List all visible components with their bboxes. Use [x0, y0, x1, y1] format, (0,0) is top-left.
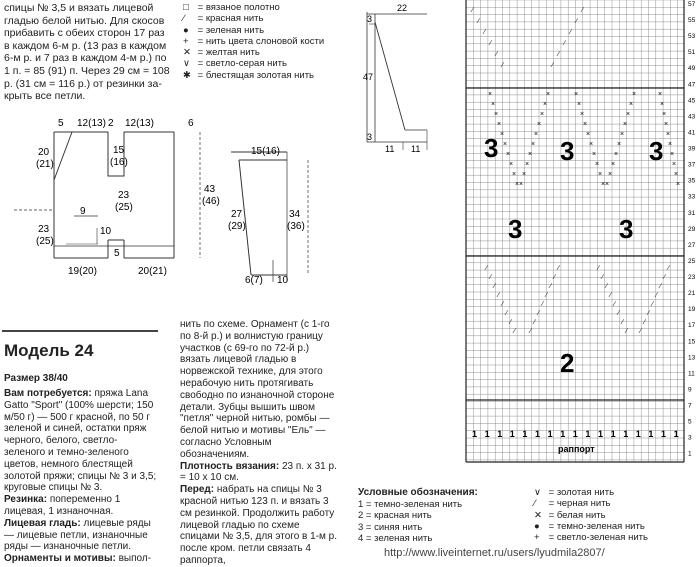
stitch-mark: ∕	[558, 51, 560, 58]
stitch-mark: ×	[674, 171, 679, 178]
symbol-icon: ∕	[534, 498, 536, 510]
stitch-mark: ×	[534, 131, 539, 138]
stitch-mark: ×	[583, 121, 588, 128]
stitch-mark: ∕	[486, 265, 488, 272]
legend-row: ∨ = светло-серая нить	[183, 58, 287, 70]
stitch-mark: ∕	[510, 319, 512, 326]
stitch-mark: ∕	[626, 328, 628, 335]
stitch-mark: ∕	[648, 310, 650, 317]
band-digit: 1	[560, 429, 566, 439]
legend-title: Условные обозначения:	[358, 487, 478, 498]
stitch-mark: ×	[629, 101, 634, 108]
model-size: Размер 38/40	[4, 373, 68, 384]
stitch-mark: ×	[605, 181, 610, 188]
stitch-mark: ∕	[656, 292, 658, 299]
paragraph: Орнаменты и мотивы: выпол-	[4, 553, 152, 565]
row-number: 29	[688, 225, 696, 233]
stitch-mark: ∕	[668, 265, 670, 272]
zone-label: 3	[649, 136, 664, 166]
stitch-mark: ×	[614, 151, 619, 158]
small-chart-label: 11	[385, 144, 395, 154]
stitch-mark: ∕	[640, 328, 642, 335]
sleeve-schematic	[225, 140, 360, 285]
stitch-mark: ×	[592, 151, 597, 158]
body-schematic	[0, 110, 225, 285]
zone-label: 3	[560, 136, 575, 166]
top-legend	[183, 2, 343, 81]
stitch-mark: ×	[515, 181, 520, 188]
dimension-label: 27	[231, 209, 243, 220]
chart-grid	[466, 0, 696, 462]
row-number: 7	[688, 402, 692, 410]
stitch-mark: ∕	[514, 328, 516, 335]
small-chart-label: 3	[367, 14, 373, 24]
stitch-mark: ×	[617, 141, 622, 148]
band-digit: 1	[572, 429, 578, 439]
symbol-icon: ✱	[183, 69, 191, 81]
paragraph: Перед: набрать на спицы № 3 красной нитью 123 п. и вязать 3 см резинкой. Продолжить работу лицевой гладью по схеме спицами № 3,5, для этого в 1-м р. после кром. петли связать 4 раппорта,	[180, 484, 338, 566]
row-number: 53	[688, 33, 696, 41]
row-number: 15	[688, 338, 696, 346]
legend-right	[534, 487, 648, 543]
dimension-label: 34	[289, 209, 301, 220]
stitch-mark: ∕	[610, 292, 612, 299]
row-number: 47	[688, 81, 696, 89]
stitch-mark: ∕	[530, 328, 532, 335]
stitch-mark: ×	[546, 91, 551, 98]
stitch-mark: ×	[537, 121, 542, 128]
stitch-mark: ∕	[484, 29, 486, 36]
legend-row: ✕ = белая нить	[534, 509, 606, 521]
stitch-mark: ∕	[660, 283, 662, 290]
stitch-mark: ∕	[496, 51, 498, 58]
legend-row: + = светло-зеленая нить	[534, 532, 648, 544]
stitch-mark: ∕	[490, 274, 492, 281]
dimension-label: 12(13)	[77, 118, 106, 129]
band-digit: 1	[610, 429, 616, 439]
instructions-column-2	[180, 319, 340, 567]
zone-label: 3	[484, 133, 499, 163]
band-digit: 1	[522, 429, 528, 439]
dimension-label: 20	[38, 147, 50, 158]
legend-row: □ = вязаное полотно	[183, 2, 280, 13]
stitch-mark: ∕	[606, 283, 608, 290]
divider	[2, 330, 158, 332]
band-digit: 1	[635, 429, 641, 439]
dimension-label: 5	[58, 118, 64, 129]
dimension-label: 15	[113, 145, 125, 156]
stitch-mark: ∕	[664, 274, 666, 281]
legend-row: ● = темно-зеленая нить	[534, 520, 645, 532]
stitch-mark: ×	[601, 181, 606, 188]
stitch-mark: ∕	[564, 40, 566, 47]
small-chart-label: 11	[411, 144, 421, 154]
row-number: 11	[688, 370, 695, 378]
dimension-label: 19(20)	[68, 266, 97, 277]
stitch-mark: ×	[589, 141, 594, 148]
stitch-mark: ×	[623, 121, 628, 128]
stitch-mark: ×	[522, 171, 527, 178]
stitch-mark: ∕	[618, 310, 620, 317]
legend-row: 2 = красная нить	[358, 510, 432, 522]
row-number: 51	[688, 49, 696, 57]
row-number: 25	[688, 257, 696, 265]
dimension-label: 12(13)	[125, 118, 154, 129]
stitch-mark: ×	[664, 121, 669, 128]
row-number: 21	[688, 290, 696, 298]
stitch-mark: ×	[668, 141, 673, 148]
dimension-label: (29)	[228, 221, 246, 232]
dimension-label: 10	[277, 275, 289, 285]
stitch-mark: ×	[662, 111, 667, 118]
stitch-mark: ×	[500, 131, 505, 138]
stitch-mark: ∕	[478, 18, 480, 25]
zone-label: 3	[619, 214, 634, 244]
stitch-mark: ∕	[576, 18, 578, 25]
bottom-legend	[358, 487, 698, 544]
small-chart-label: 47	[363, 72, 374, 82]
stitch-mark: ∕	[554, 274, 556, 281]
small-chart	[355, 0, 455, 160]
stitch-mark: ×	[543, 101, 548, 108]
band-digit: 1	[623, 429, 629, 439]
stitch-mark: ∕	[534, 319, 536, 326]
symbol-icon: ✕	[534, 509, 542, 521]
stitch-mark: ×	[540, 111, 545, 118]
stitch-mark: ×	[574, 91, 579, 98]
band-digit: 1	[598, 429, 604, 439]
row-number: 23	[688, 274, 696, 282]
paragraph: Вам потребуется: пряжа Lana Gatto "Sport" (100% шерсти; 150 м/50 г) — 500 г красной, по 50 г зеленой и синей, остатки пряж черного, белого, светло-зеленого и темно-зеленого цветов, немного блестящей золотой пряжи; спицы № 3 и 3,5; круговые спицы № 3.	[4, 388, 157, 494]
legend-row: ∕ = красная нить	[183, 13, 264, 25]
paragraph: Резинка: попеременно 1 лицевая, 1 изнаночная.	[4, 494, 121, 517]
row-number: 13	[688, 354, 696, 362]
band-digit: 1	[661, 429, 667, 439]
row-number: 37	[688, 161, 696, 169]
symbol-icon: ✕	[183, 47, 191, 59]
stitch-mark: ∕	[622, 319, 624, 326]
dimension-label: 20(21)	[138, 266, 167, 277]
stitch-mark: ∕	[598, 265, 600, 272]
symbol-icon: +	[534, 532, 540, 544]
row-number: 17	[688, 322, 696, 330]
dimension-label: 5	[114, 248, 120, 259]
row-number: 45	[688, 97, 696, 105]
stitch-mark: ×	[509, 161, 514, 168]
legend-row: ∨ = золотая нить	[534, 487, 615, 498]
row-number: 55	[688, 17, 696, 25]
stitch-mark: ×	[503, 141, 508, 148]
stitch-mark: ∕	[502, 62, 504, 69]
stitch-mark: ×	[611, 161, 616, 168]
legend-row: 4 = зеленая нить	[358, 532, 433, 544]
band-digit: 1	[497, 429, 503, 439]
dimension-label: 15(16)	[251, 146, 280, 157]
instructions-column-1	[4, 388, 158, 565]
row-number: 31	[688, 209, 696, 217]
knitting-chart	[462, 0, 699, 480]
legend-row: ✱ = блестящая золотая нить	[183, 69, 315, 81]
stitch-mark: ∕	[546, 292, 548, 299]
stitch-mark: ×	[525, 161, 530, 168]
band-digit: 1	[673, 429, 679, 439]
legend-row: ✕ = желтая нить	[183, 47, 260, 59]
row-number: 5	[688, 418, 692, 426]
symbol-icon: ●	[534, 520, 540, 532]
legend-left	[358, 499, 462, 544]
symbol-icon: ∨	[183, 58, 190, 70]
legend-row: ● = зеленая нить	[183, 24, 265, 36]
band-digit: 1	[585, 429, 591, 439]
paragraph: Лицевая гладь: лицевые ряды — лицевые петли, изнаночные ряды — изнаночные петли.	[4, 517, 151, 553]
intro-text: спицы № 3,5 и вязать лицевой гладью белой нитью. Для скосов прибавить с обеих сторон 17 раз в каждом 6-м р. (13 раз в каждом 6-м р. и 7 раз в каждом 4-м р.) по 1 п. = 85 (91) п. Через 29 см = 108 р. (31 см = 116 р.) от резинки за- крыть все петли.	[4, 2, 170, 103]
stitch-mark: ×	[494, 111, 499, 118]
stitch-mark: ∕	[490, 40, 492, 47]
stitch-mark: ×	[620, 131, 625, 138]
stitch-mark: ×	[595, 161, 600, 168]
stitch-mark: ×	[512, 171, 517, 178]
stitch-mark: ×	[491, 101, 496, 108]
dimension-label: (46)	[202, 196, 220, 207]
symbol-icon: ∨	[534, 487, 541, 498]
row-number: 27	[688, 241, 696, 249]
stitch-mark: ∕	[558, 265, 560, 272]
row-number: 49	[688, 65, 696, 73]
band-digit: 1	[535, 429, 541, 439]
stitch-mark: ×	[608, 171, 613, 178]
stitch-mark: ∕	[582, 7, 584, 14]
stitch-mark: ×	[577, 101, 582, 108]
stitch-mark: ∕	[614, 301, 616, 308]
paragraph: Плотность вязания: 23 п. х 31 р. = 10 х 10 см.	[180, 460, 337, 484]
legend-row: 3 = синяя нить	[358, 521, 423, 533]
stitch-mark: ∕	[644, 319, 646, 326]
band-digit: 1	[472, 429, 478, 439]
stitch-mark: ∕	[494, 283, 496, 290]
row-number: 43	[688, 113, 696, 121]
row-number: 19	[688, 306, 696, 314]
stitch-mark: ×	[580, 111, 585, 118]
dimension-label: (36)	[287, 221, 305, 232]
dimension-label: (25)	[115, 202, 133, 213]
legend-row: 1 = темно-зеленая нить	[358, 499, 463, 510]
stitch-mark: ∕	[602, 274, 604, 281]
stitch-mark: ∕	[552, 62, 554, 69]
legend-row: + = нить цвета слоновой кости	[183, 35, 325, 47]
zone-label: 2	[560, 348, 575, 378]
small-chart-label: 3	[367, 132, 373, 142]
row-number: 3	[688, 434, 692, 442]
symbol-icon: ●	[183, 24, 189, 36]
dimension-label: (25)	[36, 236, 54, 247]
stitch-mark: ×	[519, 181, 524, 188]
legend-row: ∕ = черная нить	[534, 498, 611, 510]
dimension-label: 2	[108, 118, 114, 129]
stitch-mark: ∕	[538, 310, 540, 317]
stitch-mark: ×	[632, 91, 637, 98]
stitch-mark: ∕	[506, 310, 508, 317]
band-digit: 1	[547, 429, 553, 439]
dimension-label: 6	[188, 118, 194, 129]
model-title: Модель 24	[4, 341, 94, 360]
stitch-mark: ×	[676, 181, 681, 188]
symbol-icon: □	[183, 2, 189, 13]
band-digit: 1	[509, 429, 515, 439]
zone-label: 3	[508, 214, 523, 244]
row-number: 41	[688, 129, 696, 137]
stitch-mark: ×	[670, 151, 675, 158]
row-number: 57	[688, 1, 696, 8]
row-number: 9	[688, 386, 692, 394]
stitch-mark: ∕	[472, 7, 474, 14]
stitch-mark: ×	[626, 111, 631, 118]
watermark: http://www.liveinternet.ru/users/lyudmila2807/	[384, 547, 605, 559]
dimension-label: 9	[80, 206, 86, 217]
stitch-mark: ×	[528, 151, 533, 158]
symbol-icon: ∕	[183, 13, 185, 25]
dimension-label: 23	[38, 224, 50, 235]
stitch-mark: ×	[488, 91, 493, 98]
dimension-label: (16)	[110, 157, 128, 168]
row-number: 39	[688, 145, 696, 153]
paragraph: нить по схеме. Орнамент (с 1-го по 8-й р.) и волнистую границу участков (с 69-го по 72-й р.) вязать лицевой гладью в норвежской технике, для этого нерабочую нить протягивать свободно по изнаночной стороне детали. Зубцы вышить швом "петля" черной нитью, ромбы — белой нитью и мотивы "Ель" — согласно Условным обозначениям.	[180, 319, 335, 460]
dimension-label: 43	[204, 184, 216, 195]
small-chart-label: 22	[397, 3, 408, 13]
stitch-mark: ∕	[652, 301, 654, 308]
dimension-label: (21)	[36, 159, 54, 170]
band-digit: 1	[648, 429, 654, 439]
dimension-label: 10	[100, 226, 112, 237]
row-number: 33	[688, 193, 696, 201]
stitch-mark: ×	[497, 121, 502, 128]
stitch-mark: ×	[666, 131, 671, 138]
symbol-icon: +	[183, 35, 189, 47]
dimension-label: 23	[118, 190, 130, 201]
dimension-label: 6(7)	[245, 275, 263, 285]
row-number: 35	[688, 177, 696, 185]
row-number: 1	[688, 450, 692, 458]
stitch-mark: ×	[531, 141, 536, 148]
stitch-mark: ×	[586, 131, 591, 138]
band-digit: 1	[484, 429, 490, 439]
stitch-mark: ×	[598, 171, 603, 178]
stitch-mark: ×	[506, 151, 511, 158]
stitch-mark: ×	[658, 91, 663, 98]
rapport-label: раппорт	[558, 444, 595, 454]
stitch-mark: ∕	[498, 292, 500, 299]
stitch-mark: ∕	[570, 29, 572, 36]
stitch-mark: ×	[660, 101, 665, 108]
stitch-mark: ∕	[542, 301, 544, 308]
stitch-mark: ∕	[502, 301, 504, 308]
stitch-mark: ∕	[550, 283, 552, 290]
stitch-mark: ×	[672, 161, 677, 168]
